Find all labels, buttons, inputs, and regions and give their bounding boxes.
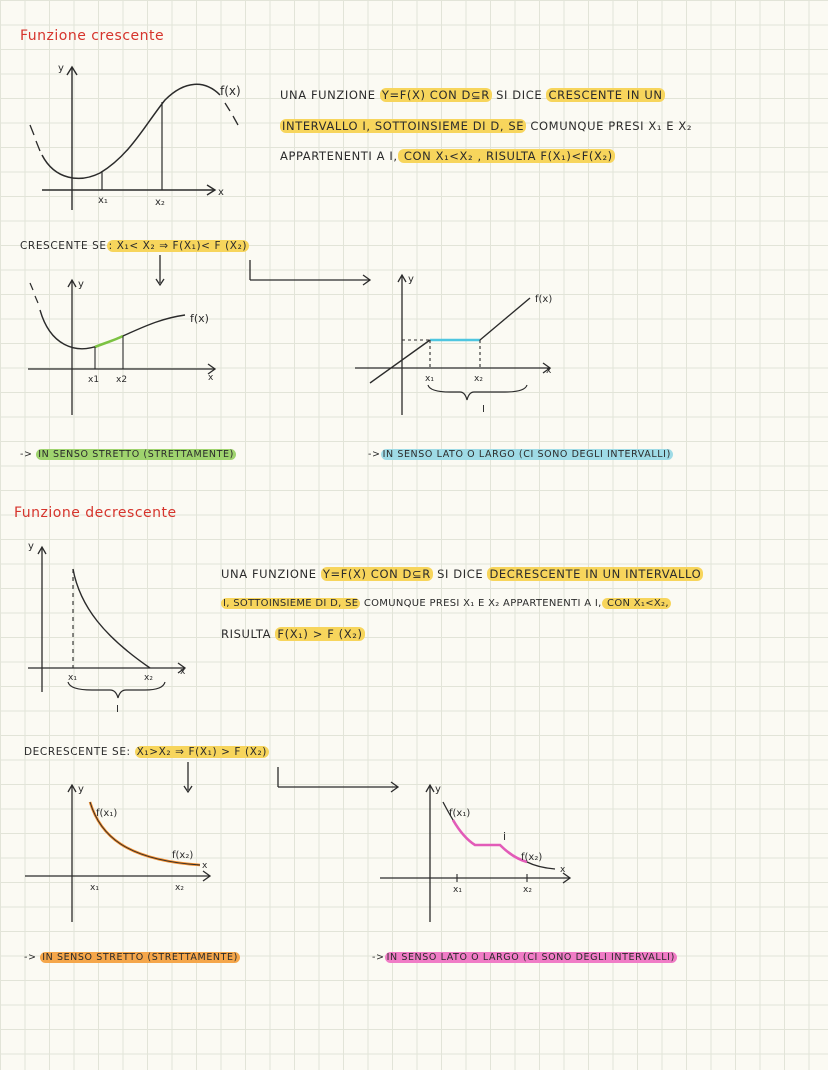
- caption2-strettamente: -> IN SENSO STRETTO (STRETTAMENTE): [24, 952, 238, 963]
- x1-label: x₁: [98, 195, 108, 206]
- svg-text:y: y: [28, 541, 34, 552]
- svg-text:x₁: x₁: [90, 883, 99, 893]
- fx-label: f(x): [220, 84, 241, 98]
- svg-text:x₁: x₁: [425, 374, 434, 384]
- svg-text:x: x: [180, 667, 186, 677]
- svg-text:I: I: [116, 704, 119, 715]
- svg-text:x: x: [208, 373, 214, 383]
- caption-lato: -> IN SENSO LATO O LARGO (CI SONO DEGLI INTERVALLI): [368, 449, 671, 460]
- svg-text:x₁: x₁: [68, 673, 77, 683]
- caption2-lato: -> IN SENSO LATO O LARGO (CI SONO DEGLI INTERVALLI): [372, 952, 675, 963]
- definition2-line-2: I, SOTTOINSIEME DI D, SE COMUNQUE PRESI X₁ E X₂ APPARTENENTI A I, CON X₁<X₂,: [223, 598, 669, 609]
- svg-text:y: y: [435, 784, 441, 795]
- svg-text:x₂: x₂: [144, 673, 153, 683]
- svg-text:x₁: x₁: [453, 885, 462, 895]
- svg-text:x₂: x₂: [474, 374, 483, 384]
- definition2-line-1: UNA FUNZIONE Y=F(X) CON D⊆R SI DICE DECRESCENTE IN UN INTERVALLO: [221, 567, 702, 581]
- graph-lato-crescente: [350, 270, 570, 420]
- svg-text:y: y: [78, 279, 84, 290]
- graph-lato-decrescente: [375, 780, 585, 930]
- definition-line-3: APPARTENENTI A I, CON X₁<X₂ , RISULTA F(X₁)<F(X₂): [280, 149, 613, 163]
- svg-text:f(x): f(x): [190, 312, 209, 325]
- svg-text:x: x: [202, 861, 208, 871]
- graph-decrescente: [20, 537, 210, 717]
- svg-text:x: x: [546, 366, 552, 376]
- svg-text:x₂: x₂: [523, 885, 532, 895]
- graph-strettamente-decrescente: [20, 780, 230, 930]
- x2-label: x₂: [155, 197, 165, 208]
- svg-text:x2: x2: [116, 375, 128, 385]
- y-axis-label: y: [58, 63, 64, 74]
- definition-line-1: UNA FUNZIONE Y=F(X) CON D⊆R SI DICE CRESCENTE IN UN: [280, 88, 663, 102]
- definition-line-2: INTERVALLO I, SOTTOINSIEME DI D, SE COMUNQUE PRESI X₁ E X₂: [282, 119, 693, 133]
- svg-text:x: x: [560, 865, 566, 875]
- x-axis-label: x: [218, 187, 224, 198]
- graph-crescente: [20, 55, 250, 225]
- svg-text:x1: x1: [88, 375, 100, 385]
- svg-text:f(x): f(x): [535, 294, 553, 305]
- svg-text:f(x₁): f(x₁): [449, 808, 471, 819]
- svg-text:x₂: x₂: [175, 883, 184, 893]
- svg-text:f(x₂): f(x₂): [521, 852, 543, 863]
- svg-text:i: i: [503, 830, 507, 843]
- svg-text:I: I: [482, 404, 485, 415]
- svg-text:f(x₁): f(x₁): [96, 808, 118, 819]
- caption-strettamente: -> IN SENSO STRETTO (STRETTAMENTE): [20, 449, 234, 460]
- svg-text:y: y: [78, 784, 84, 795]
- svg-text:f(x₂): f(x₂): [172, 850, 194, 861]
- section-title-decrescente: Funzione decrescente: [14, 505, 177, 521]
- svg-text:y: y: [408, 274, 414, 285]
- graph-strettamente-crescente: [20, 275, 230, 425]
- rule-crescente: CRESCENTE SE : X₁< X₂ ⇒ F(X₁)< F (X₂): [20, 240, 248, 252]
- section-title-crescente: Funzione crescente: [20, 28, 165, 44]
- definition2-line-3: RISULTA F(X₁) > F (X₂): [221, 627, 363, 641]
- rule-decrescente: DECRESCENTE SE: X₁>X₂ ⇒ F(X₁) > F (X₂): [24, 746, 267, 758]
